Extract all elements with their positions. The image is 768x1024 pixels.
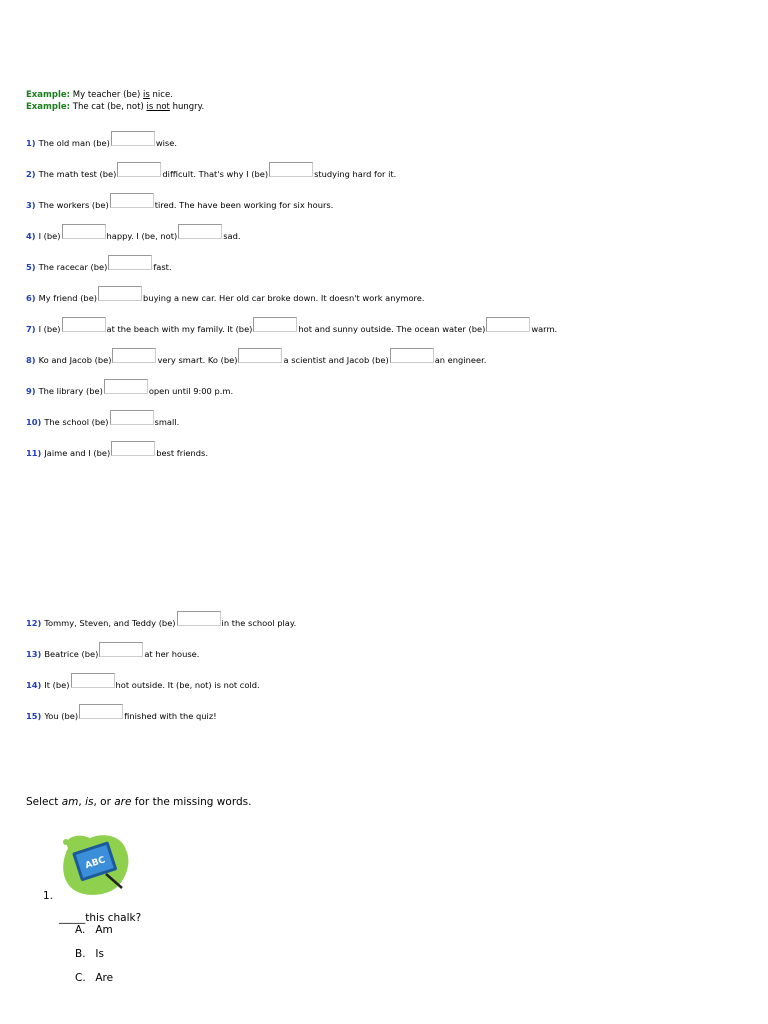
question-text: It (be) — [44, 680, 70, 690]
answer-input[interactable] — [390, 348, 434, 363]
instructions — [26, 796, 251, 808]
example-answer: is not — [146, 102, 170, 112]
question-number: 9) — [26, 386, 36, 396]
question-text: tired. The have been working for six hours. — [154, 200, 334, 210]
example-text-end: hungry. — [169, 102, 205, 112]
question-text: in the school play. — [221, 618, 297, 628]
question-text: The old man (be) — [38, 138, 110, 148]
question-row — [26, 614, 296, 629]
answer-input[interactable] — [112, 348, 156, 363]
question-number: 15) — [26, 711, 42, 721]
answer-input[interactable] — [117, 162, 161, 177]
instruction-sep: , — [78, 796, 86, 808]
question-text: small. — [154, 417, 180, 427]
option-c[interactable] — [75, 972, 113, 984]
question-number: 13) — [26, 649, 42, 659]
answer-input[interactable] — [79, 704, 123, 719]
option-letter: B. — [75, 948, 86, 960]
question-text: hot and sunny outside. The ocean water (be) — [298, 324, 486, 334]
question-text: best friends. — [156, 448, 208, 458]
question-text: Jaime and I (be) — [44, 448, 111, 458]
question-text: The math test (be) — [38, 169, 117, 179]
answer-input[interactable] — [62, 317, 106, 332]
answer-input[interactable] — [177, 611, 221, 626]
option-letter: C. — [75, 972, 86, 984]
example-line-1 — [26, 90, 173, 101]
question-text: open until 9:00 p.m. — [148, 386, 234, 396]
question-number: 12) — [26, 618, 42, 628]
example-text: My teacher (be) — [70, 90, 144, 100]
question-text: very smart. Ko (be) — [157, 355, 238, 365]
mc-question-number: 1. — [43, 890, 54, 902]
question-row — [26, 351, 486, 366]
question-text: The workers (be) — [38, 200, 109, 210]
question-row — [26, 382, 233, 397]
example-text-end: nice. — [149, 90, 173, 100]
question-number: 4) — [26, 231, 36, 241]
question-row — [26, 134, 177, 149]
answer-input[interactable] — [269, 162, 313, 177]
question-text: happy. I (be, not) — [106, 231, 178, 241]
answer-input[interactable] — [62, 224, 106, 239]
question-text: buying a new car. Her old car broke down. It doesn't work anymore. — [143, 293, 425, 303]
answer-input[interactable] — [253, 317, 297, 332]
question-row — [26, 227, 241, 242]
svg-text:ABC: ABC — [84, 855, 107, 872]
answer-input[interactable] — [99, 642, 143, 657]
question-row — [26, 165, 396, 180]
question-text: wise. — [155, 138, 177, 148]
question-number: 11) — [26, 448, 42, 458]
question-row — [26, 676, 260, 691]
question-text: You (be) — [44, 711, 79, 721]
answer-input[interactable] — [104, 379, 148, 394]
question-text: an engineer. — [434, 355, 487, 365]
question-number: 10) — [26, 417, 42, 427]
question-row — [26, 645, 199, 660]
question-number: 5) — [26, 262, 36, 272]
word-am: am — [61, 796, 79, 808]
answer-input[interactable] — [486, 317, 530, 332]
answer-input[interactable] — [178, 224, 222, 239]
example-line-2 — [26, 102, 204, 113]
example-text: The cat (be, not) — [70, 102, 147, 112]
option-text: Am — [95, 924, 113, 936]
option-b[interactable] — [75, 948, 104, 960]
question-row — [26, 258, 172, 273]
option-text: Are — [95, 972, 114, 984]
question-text: Beatrice (be) — [44, 649, 99, 659]
instruction-text: Select — [26, 796, 62, 808]
question-text: The school (be) — [44, 417, 109, 427]
answer-input[interactable] — [110, 410, 154, 425]
question-number: 3) — [26, 200, 36, 210]
question-text: My friend (be) — [38, 293, 98, 303]
question-text: sad. — [223, 231, 241, 241]
question-number: 14) — [26, 680, 42, 690]
question-text: finished with the quiz! — [124, 711, 217, 721]
question-text: Ko and Jacob (be) — [38, 355, 112, 365]
question-text: I (be) — [38, 231, 61, 241]
answer-input[interactable] — [110, 193, 154, 208]
question-text: hot outside. It (be, not) is not cold. — [115, 680, 260, 690]
question-number: 8) — [26, 355, 36, 365]
answer-input[interactable] — [238, 348, 282, 363]
answer-input[interactable] — [98, 286, 142, 301]
question-number: 7) — [26, 324, 36, 334]
question-row — [26, 444, 208, 459]
example-label: Example: — [26, 102, 71, 112]
question-number: 1) — [26, 138, 36, 148]
question-row — [26, 707, 217, 722]
question-text: at her house. — [144, 649, 200, 659]
question-number: 6) — [26, 293, 36, 303]
instruction-text-end: for the missing words. — [131, 796, 252, 808]
abc-chalkboard-icon — [60, 834, 130, 898]
question-text: a scientist and Jacob (be) — [283, 355, 389, 365]
question-row — [26, 196, 333, 211]
mc-question-text: _____this chalk? — [59, 912, 142, 924]
question-text: warm. — [531, 324, 558, 334]
example-label: Example: — [26, 90, 71, 100]
option-text: Is — [95, 948, 104, 960]
question-row — [26, 289, 425, 304]
option-letter: A. — [75, 924, 86, 936]
question-text: Tommy, Steven, and Teddy (be) — [44, 618, 176, 628]
answer-input[interactable] — [111, 131, 155, 146]
question-text: fast. — [153, 262, 172, 272]
answer-input[interactable] — [108, 255, 152, 270]
question-text: difficult. That's why I (be) — [162, 169, 269, 179]
example-answer: is — [143, 90, 150, 100]
question-text: The racecar (be) — [38, 262, 108, 272]
word-is: is — [85, 796, 94, 808]
question-text: at the beach with my family. It (be) — [106, 324, 253, 334]
question-text: The library (be) — [38, 386, 103, 396]
answer-input[interactable] — [111, 441, 155, 456]
question-text: I (be) — [38, 324, 61, 334]
question-number: 2) — [26, 169, 36, 179]
instruction-sep: , or — [93, 796, 115, 808]
word-are: are — [114, 796, 132, 808]
question-text: studying hard for it. — [314, 169, 397, 179]
option-a[interactable] — [75, 924, 113, 936]
answer-input[interactable] — [71, 673, 115, 688]
question-row — [26, 320, 557, 335]
question-row — [26, 413, 179, 428]
